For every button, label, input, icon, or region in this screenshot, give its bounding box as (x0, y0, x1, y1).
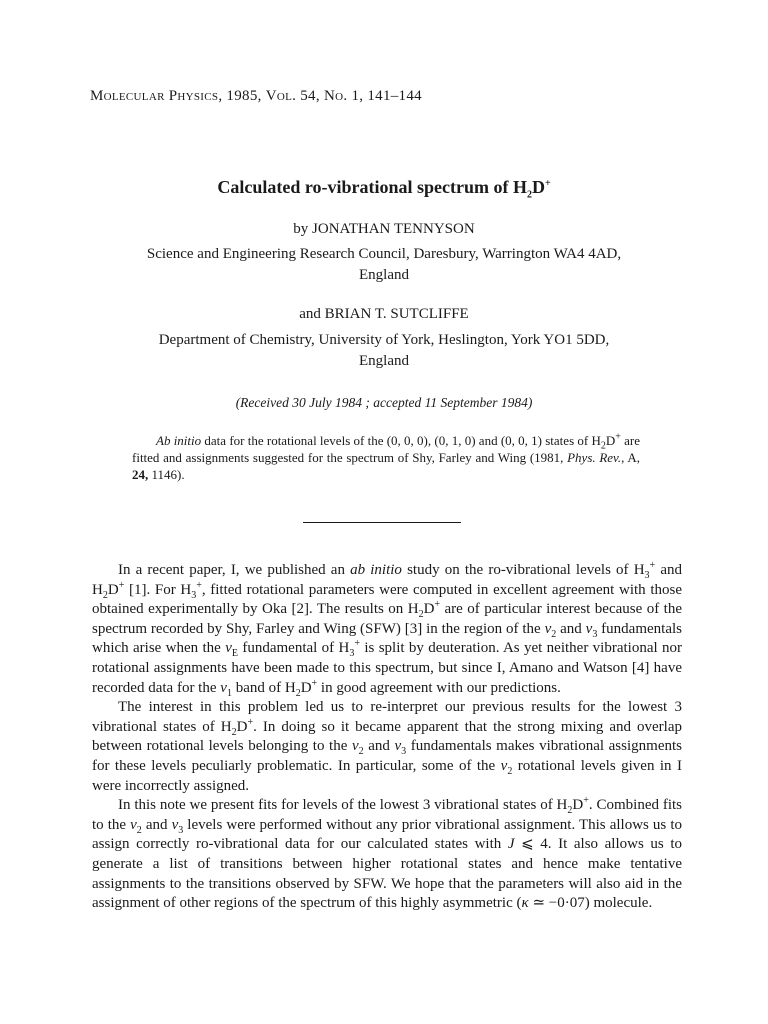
paper-title: Calculated ro-vibrational spectrum of $H_2D^+$ (217, 177, 551, 201)
paragraph-2: The interest in this problem led us to re-interpret our previous results for the lowest 3 vibrational states of $H_2D^+$. In doing so it became apparent that the strong mixing and overlap between rotational levels belonging to the $\nu_2$ and $\nu_3$ fundamentals makes vibrational assignments for these levels peculiarly problematic. In particular, some of the $\nu_2$ rotational levels given in I were incorrectly assigned. (92, 699, 682, 794)
body-text (92, 561, 682, 914)
paragraph-1: In a recent paper, I, we published an ab initio study on the ro-vibrational levels of $H_3^+$ and $H_2D^+$ [1]. For $H_3^+$, fitted rotational parameters were computed in excellent agreement with those obtained experimentally by Oka [2]. The results on $H_2D^+$ are of particular interest because of the spectrum recorded by Shy, Farley and Wing (SFW) [3] in the region of the $\nu_2$ and $\nu_3$ fundamentals which arise when the $\nu_E$ fundamental of $H_3^+$ is split by deuteration. As yet neither vibrational nor rotational assignments have been made to this spectrum, but since I, Amano and Watson [4] have recorded data for the $\nu_1$ band of $H_2D^+$ in good agreement with our predictions. (92, 560, 682, 699)
abstract (132, 432, 640, 483)
journal-header: Molecular Physics, 1985, Vol. 54, No. 1, 141–144 (90, 88, 422, 104)
paragraph-3: In this note we present fits for levels of the lowest 3 vibrational states of $H_2D^+$. Combined fits to the $\nu_2$ and $\nu_3$ levels were performed without any prior vibrational assignment. This allows us to assign correctly ro-vibrational data for our calculated states with J ⩽ 4. It also allows us to generate a list of transitions between higher rotational states and hence make tentative assignments to the transitions observed by SFW. We hope that the parameters will also aid in the assignment of other regions of the spectrum of this highly asymmetric (κ ≃ −0·07) molecule. (92, 795, 682, 912)
author-second: and BRIAN T. SUTCLIFFE (299, 306, 469, 322)
abstract-text: Ab initio data for the rotational levels of the (0, 0, 0), (0, 1, 0) and (0, 0, 1) states of $H_2D^+$ are fitted and assignments suggested for the spectrum of Shy, Farley and Wing (1981, Phys. Rev., A, 24, 1146). (132, 431, 641, 482)
section-divider (303, 522, 461, 523)
received-dates: (Received 30 July 1984 ; accepted 11 September 1984) (235, 395, 533, 410)
journal-name: Molecular Physics (90, 88, 219, 104)
affiliation-first: Science and Engineering Research Council, Daresbury, Warrington WA4 4AD, England (146, 246, 622, 283)
affiliation-second: Department of Chemistry, University of York, Heslington, York YO1 5DD, England (158, 332, 610, 369)
author-first: by JONATHAN TENNYSON (293, 221, 475, 237)
